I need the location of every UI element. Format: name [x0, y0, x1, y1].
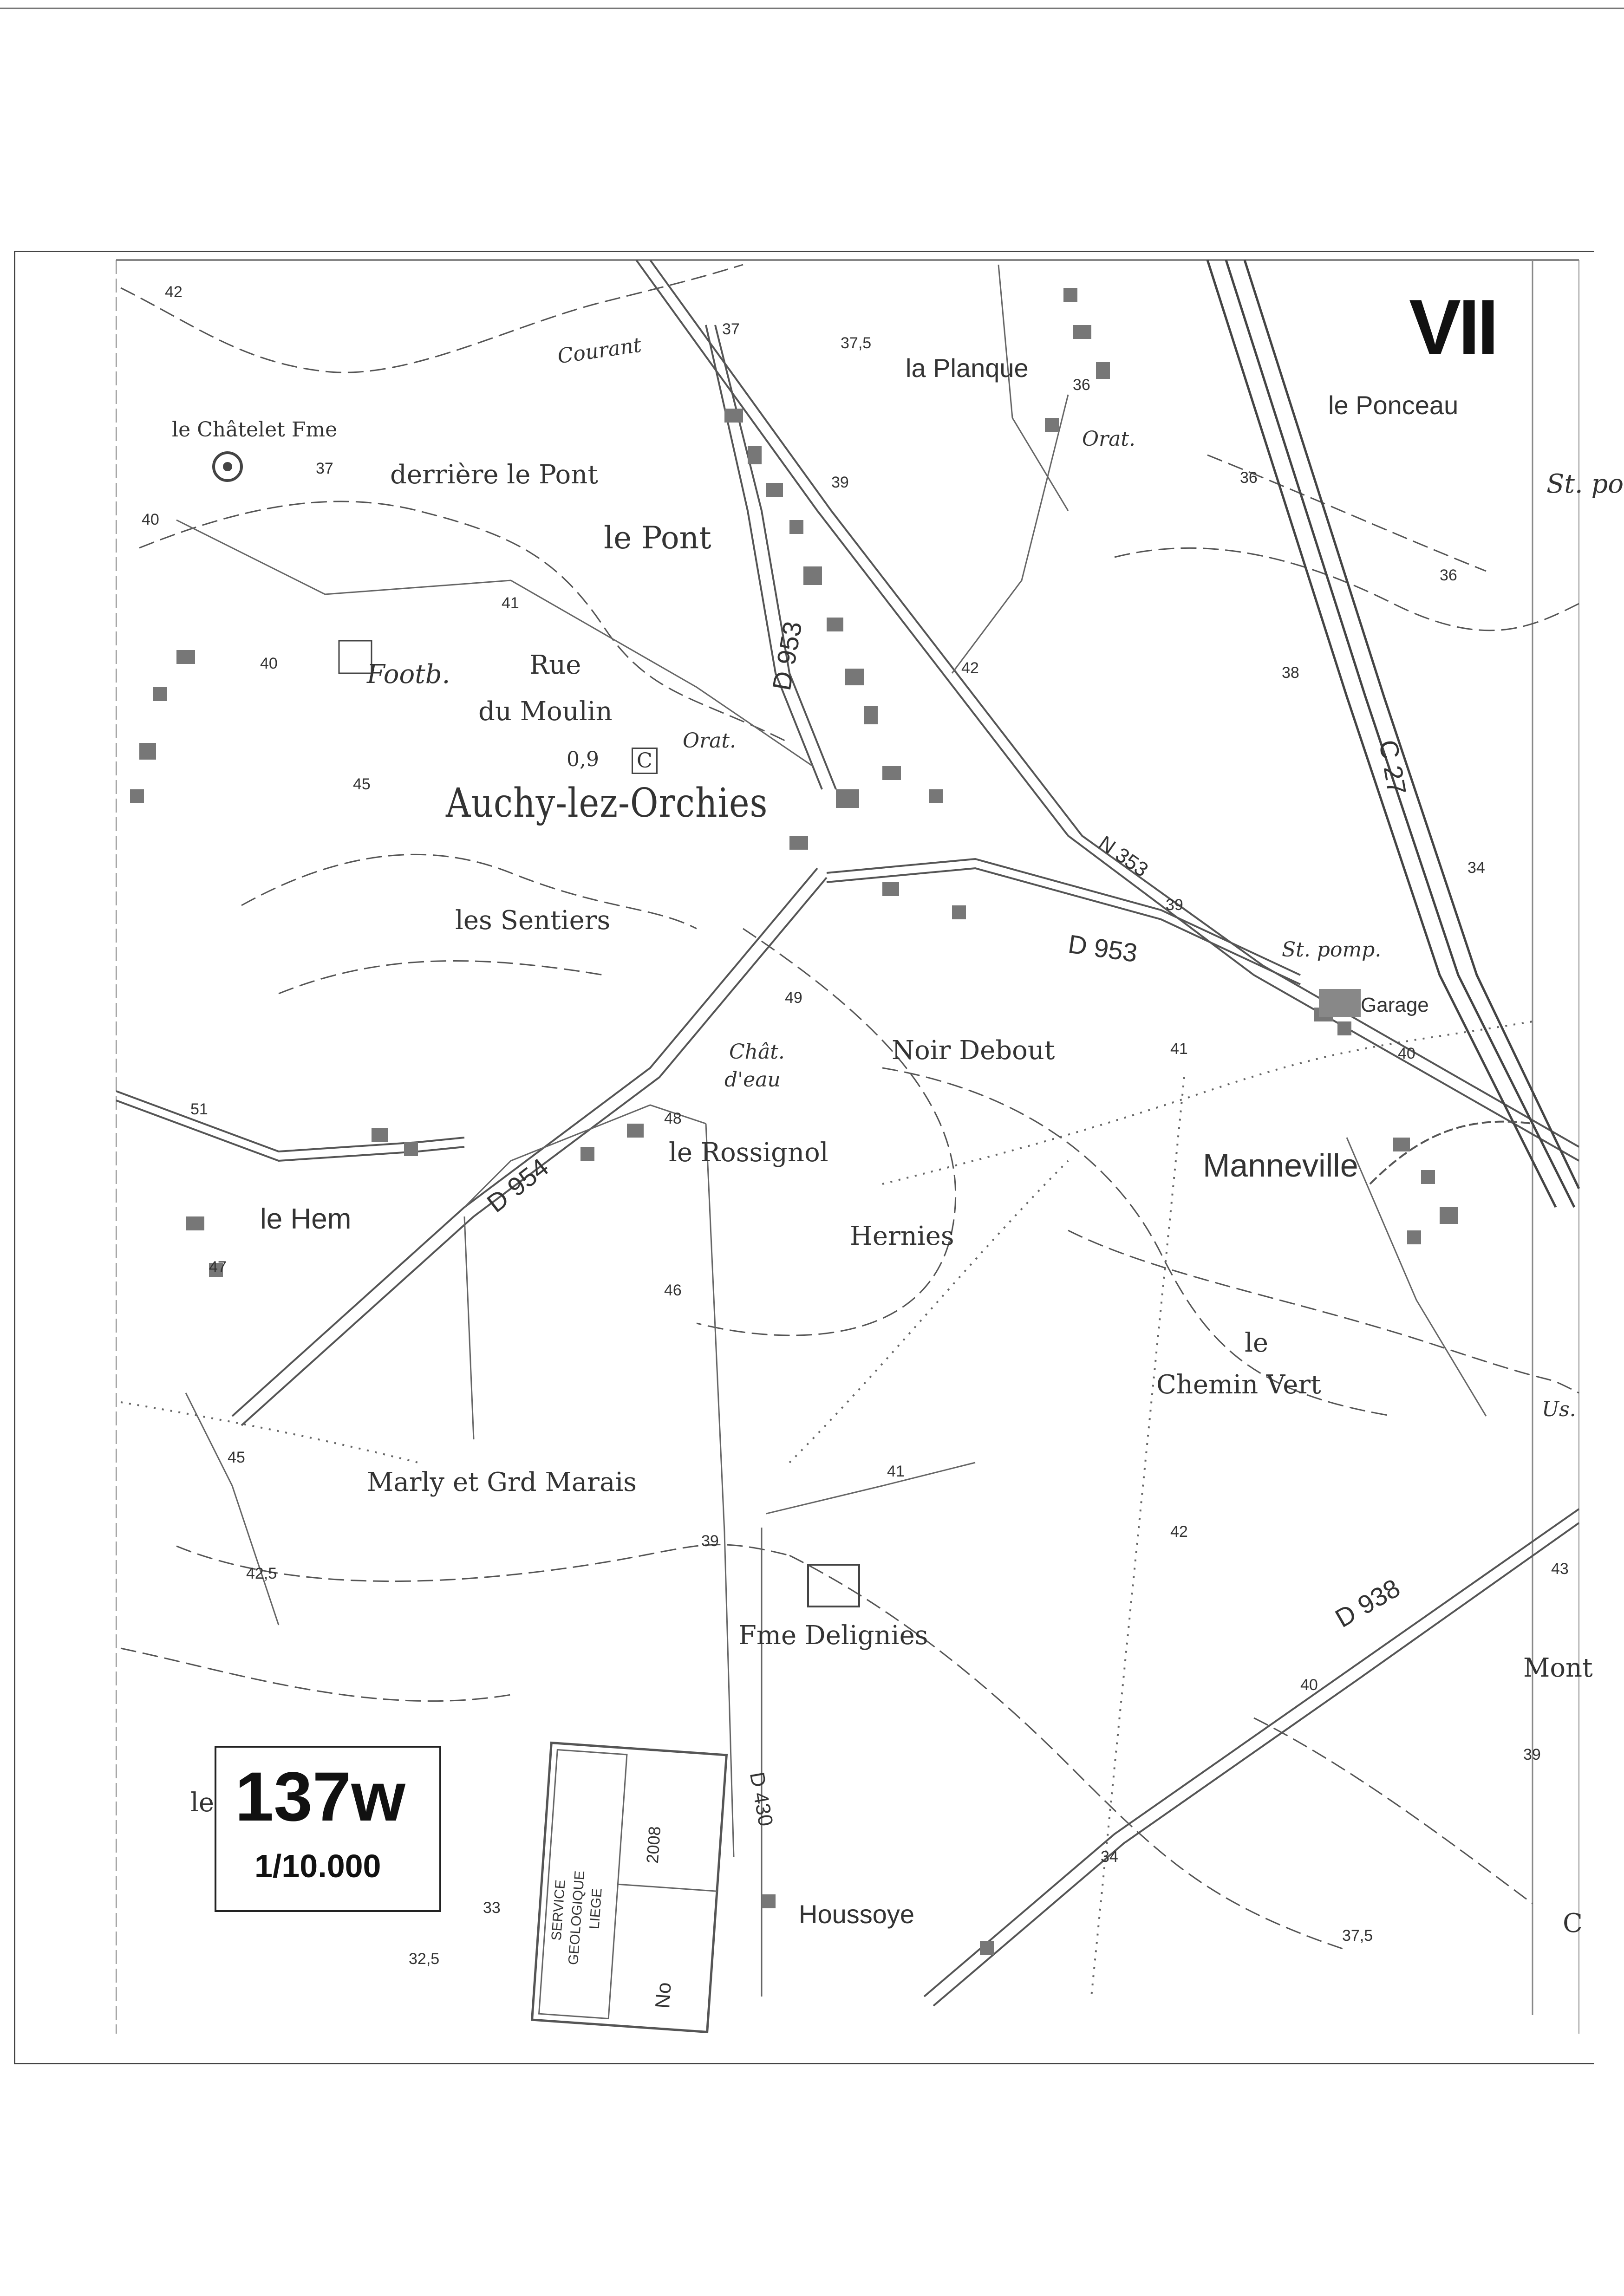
place-st-pomp: St. pomp.	[1282, 938, 1382, 962]
spot-height: 43	[1551, 1560, 1569, 1578]
spot-height: 42,5	[246, 1565, 277, 1582]
spot-height: 38	[1282, 664, 1299, 682]
spot-height: 39	[831, 474, 849, 491]
place-la-planque: la Planque	[906, 353, 1029, 383]
spot-height: 39	[1166, 896, 1183, 914]
stamp-number-label: No	[651, 1981, 676, 2010]
stamp-line-3: LIEGE	[587, 1887, 605, 1930]
spot-height: 47	[209, 1258, 227, 1276]
road-label-n353: N 353	[1094, 831, 1153, 882]
road-label-d953-b: D 953	[1066, 929, 1140, 968]
spot-height: 40	[142, 511, 159, 528]
place-le: le	[1245, 1328, 1269, 1358]
spot-height: 36	[1240, 469, 1258, 487]
place-noir-debout: Noir Debout	[892, 1035, 1055, 1066]
spot-height: 34	[1101, 1848, 1118, 1866]
place-le-left: le	[190, 1788, 215, 1818]
place-hernies: Hernies	[850, 1221, 954, 1251]
spot-height: 42	[165, 283, 183, 301]
road-label-d430: D 430	[745, 1770, 777, 1828]
spot-height: 41	[1170, 1040, 1188, 1058]
spot-height: 42	[1170, 1523, 1188, 1541]
place-fme-delignies: Fme Delignies	[738, 1620, 928, 1651]
spot-height: 41	[502, 594, 519, 612]
sheet-roman-numeral: VII	[1409, 283, 1496, 371]
spot-height: 51	[190, 1100, 208, 1118]
spot-height: 39	[701, 1532, 719, 1550]
place-garage: Garage	[1361, 994, 1429, 1016]
spot-height: 37,5	[1342, 1927, 1373, 1945]
spot-height: 36	[1440, 566, 1457, 584]
place-le-chatelet: le Châtelet Fme	[172, 418, 338, 442]
spot-height: 42	[961, 659, 979, 677]
stamp-line-2: GEOLOGIQUE	[566, 1870, 588, 1966]
place-deau: d'eau	[724, 1068, 781, 1092]
place-chat: Chât.	[729, 1040, 785, 1064]
place-derriere-le-pont: derrière le Pont	[390, 460, 598, 490]
place-houssoye: Houssoye	[799, 1899, 915, 1929]
spot-height: 33	[483, 1899, 501, 1917]
place-le-hem: le Hem	[260, 1203, 352, 1235]
street-rue: Rue	[529, 650, 581, 680]
place-le-ponceau: le Ponceau	[1328, 390, 1459, 420]
spot-height: 40	[1398, 1045, 1415, 1062]
sheet-number: 137w	[235, 1757, 405, 1835]
spot-height: 46	[664, 1281, 682, 1299]
spot-height: 49	[785, 989, 802, 1007]
road-label-d938: D 938	[1330, 1573, 1405, 1633]
road-label-d954: D 954	[481, 1152, 554, 1218]
cemetery-symbol: C	[632, 748, 658, 774]
place-le-rossignol: le Rossignol	[669, 1138, 828, 1168]
spot-height: 37	[316, 460, 333, 477]
archive-stamp	[529, 1740, 730, 2035]
sheet-section-badge	[1402, 274, 1523, 395]
spot-height: 32,5	[409, 1950, 440, 1968]
place-orat-1: Orat.	[1082, 427, 1136, 451]
spot-height: 39	[1523, 1746, 1541, 1763]
place-le-pont: le Pont	[604, 520, 711, 556]
street-du-moulin: du Moulin	[478, 696, 613, 727]
place-manneville: Manneville	[1203, 1147, 1358, 1184]
spot-height: 45	[353, 775, 371, 793]
place-st-po: St. po	[1546, 469, 1624, 499]
place-mont: Mont	[1523, 1653, 1593, 1683]
stamp-year: 2008	[642, 1825, 665, 1864]
place-chemin-vert: Chemin Vert	[1156, 1370, 1321, 1400]
spot-height: 34	[1467, 859, 1485, 877]
place-c-right: C	[1563, 1908, 1583, 1938]
spot-height: 48	[664, 1110, 682, 1127]
area-value: 0,9	[567, 748, 599, 771]
town-label-auchy: Auchy-lez-Orchies	[446, 780, 768, 826]
place-les-sentiers: les Sentiers	[455, 905, 611, 936]
spot-height: 36	[1073, 376, 1090, 394]
spot-height: 40	[260, 655, 278, 672]
spot-height: 40	[1300, 1676, 1318, 1694]
spot-height: 45	[228, 1449, 245, 1466]
place-marly: Marly et Grd Marais	[367, 1467, 637, 1497]
place-footb: Footb.	[367, 659, 450, 689]
sheet-scale: 1/10.000	[254, 1848, 381, 1884]
spot-height: 41	[887, 1463, 905, 1480]
road-label-c27: C 27	[1373, 737, 1412, 797]
stamp-line-1: SERVICE	[548, 1879, 568, 1941]
spot-height: 37	[722, 320, 740, 338]
road-label-d953-a: D 953	[766, 619, 808, 693]
place-orat-2: Orat.	[683, 729, 737, 753]
place-us: Us.	[1542, 1398, 1576, 1421]
stream-courant: Courant	[556, 333, 643, 369]
spot-height: 37,5	[841, 334, 872, 352]
sheet-label-box	[215, 1746, 441, 1912]
